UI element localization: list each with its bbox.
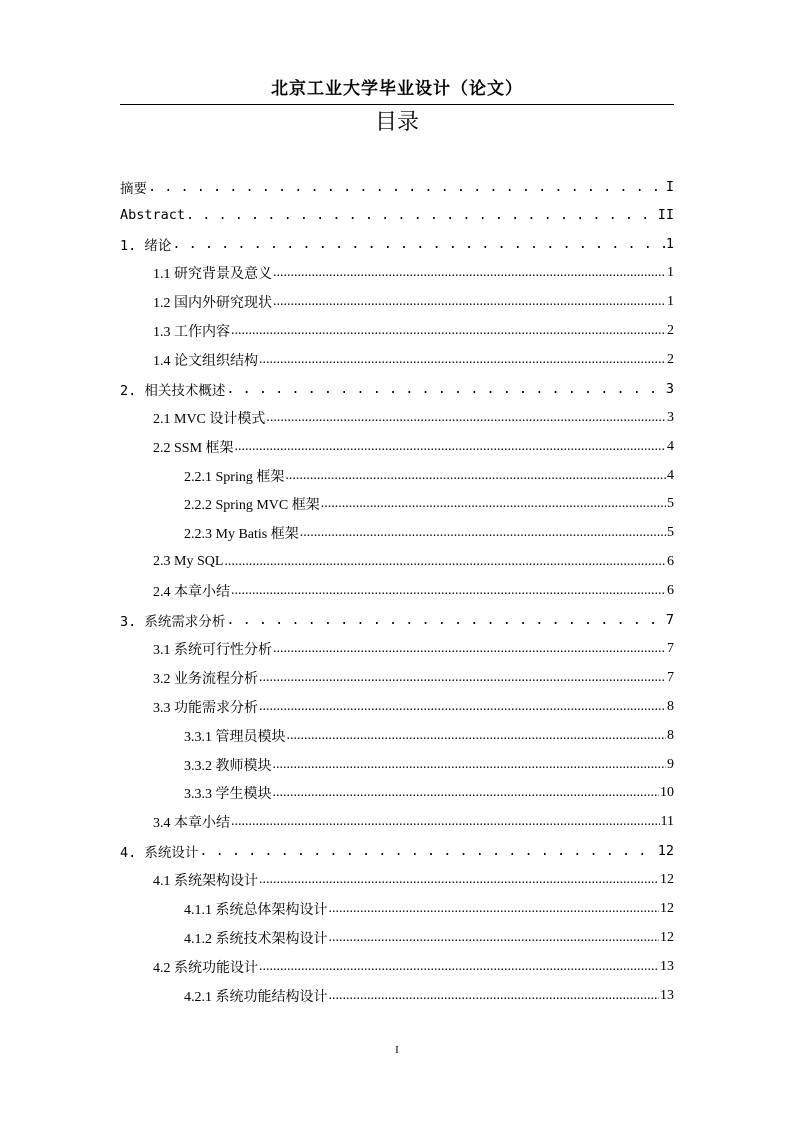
toc-dot-leader	[259, 352, 666, 368]
toc-entry[interactable]	[120, 721, 674, 750]
toc-entry-page: I	[665, 178, 674, 195]
toc-entry[interactable]	[120, 490, 674, 519]
toc-dot-leader	[273, 757, 667, 773]
toc-entry[interactable]	[120, 201, 674, 230]
toc-entry-page: 2	[667, 323, 674, 338]
toc-entry-page: 8	[667, 727, 674, 743]
toc-entry-label: 2.3 My SQL	[153, 554, 224, 570]
toc-entry[interactable]	[120, 577, 674, 606]
toc-dot-leader	[259, 670, 666, 686]
page-number: I	[395, 1044, 399, 1056]
toc-entry-label: 摘要	[120, 180, 147, 197]
toc-entry[interactable]	[120, 374, 674, 403]
toc-dot-leader	[329, 988, 660, 1004]
toc-entry[interactable]	[120, 952, 674, 981]
toc-entry-page: 8	[667, 698, 674, 714]
toc-entry-label: 1.1 研究背景及意义	[153, 267, 272, 283]
toc-entry-page: 9	[667, 756, 674, 772]
toc-entry-label: 4.2.1 系统功能结构设计	[184, 989, 328, 1005]
toc-dot-leader	[273, 265, 666, 281]
toc-entry-label: 4.1 系统架构设计	[153, 874, 258, 890]
toc-entry[interactable]	[120, 345, 674, 374]
toc-dot-leader	[285, 468, 666, 484]
toc-entry[interactable]	[120, 634, 674, 663]
toc-dot-leader	[186, 207, 657, 223]
toc-entry-label: 4. 系统设计	[120, 845, 199, 862]
toc-entry-label: 2.4 本章小结	[153, 585, 230, 601]
toc-entry[interactable]	[120, 779, 674, 808]
toc-entry-label: 2.2.2 Spring MVC 框架	[184, 498, 320, 514]
toc-entry-page: 1	[667, 265, 674, 281]
toc-dot-leader	[172, 236, 664, 252]
toc-dot-leader	[224, 554, 666, 570]
toc-entry-label: 3. 系统需求分析	[120, 614, 226, 630]
toc-entry[interactable]	[120, 923, 674, 952]
toc-entry-page: 5	[667, 496, 674, 512]
toc-entry-label: 2.2.3 My Batis 框架	[184, 527, 299, 543]
toc-entry-page: 7	[667, 669, 674, 685]
toc-dot-leader	[226, 612, 664, 628]
toc-dot-leader	[148, 179, 665, 195]
toc-entry-page: 2	[667, 351, 674, 367]
toc-dot-leader	[273, 294, 666, 310]
toc-entry-label: 3.4 本章小结	[153, 816, 230, 832]
toc-entry[interactable]	[120, 172, 674, 201]
page-title: 目录	[374, 110, 419, 135]
toc-entry-page: 4	[667, 467, 674, 483]
toc-dot-leader	[231, 323, 666, 339]
toc-entry-page: 3	[667, 409, 674, 425]
toc-dot-leader	[259, 959, 659, 975]
toc-entry-label: 1.2 国内外研究现状	[153, 296, 272, 312]
toc-entry[interactable]	[120, 259, 674, 288]
toc-dot-leader	[231, 814, 660, 830]
toc-entry-label: Abstract	[120, 207, 186, 224]
toc-entry-page: 1	[667, 294, 674, 310]
toc-entry[interactable]	[120, 895, 674, 924]
toc-entry-label: 1. 绪论	[120, 238, 172, 255]
toc-entry[interactable]	[120, 403, 674, 432]
toc-entry[interactable]	[120, 750, 674, 779]
toc-entry-page: 6	[667, 554, 674, 570]
toc-entry-page: II	[657, 207, 674, 224]
toc-dot-leader	[273, 641, 666, 657]
toc-entry-label: 3.3.3 学生模块	[184, 787, 272, 803]
toc-entry-page: 10	[660, 785, 674, 801]
toc-entry-page: 7	[667, 640, 674, 656]
toc-entry-label: 3.1 系统可行性分析	[153, 642, 272, 658]
toc-entry-page: 13	[660, 958, 674, 974]
toc-entry-label: 2. 相关技术概述	[120, 382, 226, 399]
toc-dot-leader	[235, 439, 666, 455]
toc-entry-page: 12	[660, 901, 674, 916]
toc-entry[interactable]	[120, 461, 674, 490]
toc-entry[interactable]	[120, 866, 674, 895]
toc-entry[interactable]	[120, 548, 674, 577]
toc-entry-label: 3.3.1 管理员模块	[184, 729, 286, 745]
toc-dot-leader	[259, 872, 659, 888]
toc-entry[interactable]	[120, 692, 674, 721]
toc-entry[interactable]	[120, 663, 674, 692]
toc-entry-page: 13	[660, 987, 674, 1003]
toc-entry-page: 7	[665, 612, 674, 628]
toc-entry-label: 3.3.2 教师模块	[184, 758, 272, 774]
toc-entry[interactable]	[120, 981, 674, 1010]
toc-entry-label: 2.2 SSM 框架	[153, 440, 234, 456]
toc-entry-page: 6	[667, 583, 674, 599]
toc-dot-leader	[287, 728, 667, 744]
toc-entry-label: 3.3 功能需求分析	[153, 700, 258, 716]
toc-entry[interactable]	[120, 837, 674, 866]
toc-dot-leader	[329, 901, 660, 917]
toc-entry-label: 2.2.1 Spring 框架	[184, 469, 285, 485]
toc-entry-label: 4.2 系统功能设计	[153, 960, 258, 976]
toc-entry[interactable]	[120, 432, 674, 461]
toc-entry-page: 5	[667, 525, 674, 541]
toc-dot-leader	[329, 930, 660, 946]
toc-entry[interactable]	[120, 230, 674, 259]
header-rule	[120, 104, 674, 105]
toc-entry-page: 4	[667, 438, 674, 454]
toc-dot-leader	[273, 785, 660, 801]
toc-entry-label: 1.4 论文组织结构	[153, 353, 258, 369]
toc-dot-leader	[226, 381, 664, 397]
toc-entry[interactable]	[120, 606, 674, 635]
toc-entry-page: 12	[660, 872, 674, 888]
toc-dot-leader	[231, 583, 666, 599]
toc-dot-leader	[321, 496, 666, 512]
toc-entry[interactable]	[120, 317, 674, 346]
toc-dot-leader	[259, 699, 666, 715]
toc-entry-label: 1.3 工作内容	[153, 325, 230, 340]
toc-entry-label: 2.1 MVC 设计模式	[153, 411, 266, 427]
toc-entry[interactable]	[120, 808, 674, 837]
toc-entry[interactable]	[120, 288, 674, 317]
toc-entry-label: 3.2 业务流程分析	[153, 671, 258, 687]
toc-entry-page: 12	[660, 929, 674, 945]
toc-dot-leader	[300, 525, 666, 541]
toc-entry-page: 1	[665, 236, 674, 253]
toc-entry[interactable]	[120, 519, 674, 548]
toc-dot-leader	[199, 843, 656, 859]
toc-entry-label: 4.1.2 系统技术架构设计	[184, 931, 328, 947]
toc-entry-page: 11	[660, 814, 674, 830]
toc-entry-page: 3	[665, 380, 674, 397]
toc-dot-leader	[266, 410, 666, 426]
toc-entry-page: 12	[657, 843, 674, 860]
toc-entry-label: 4.1.1 系统总体架构设计	[184, 903, 328, 918]
document-header: 北京工业大学毕业设计（论文）	[271, 79, 523, 99]
